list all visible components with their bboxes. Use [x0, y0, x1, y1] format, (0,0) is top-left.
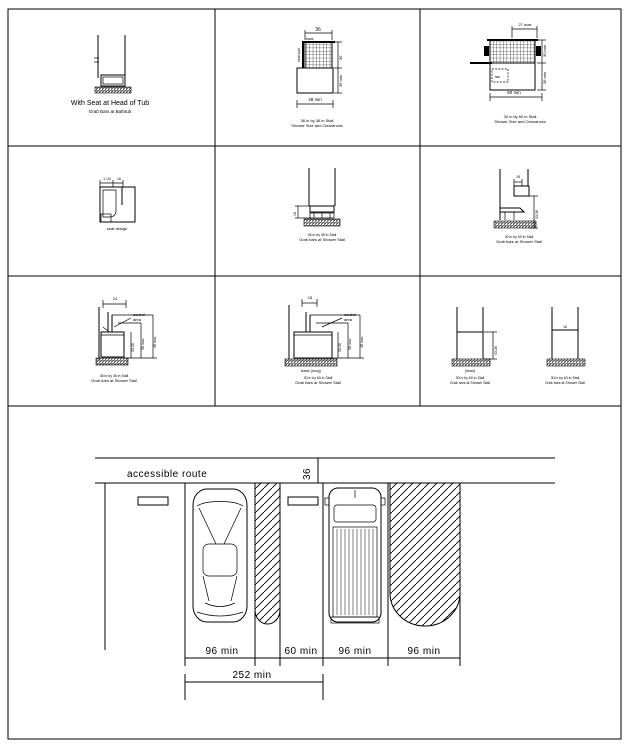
dim-total: 252 min [232, 670, 272, 681]
subcaption: Grab Bars at Bathtub [88, 109, 132, 114]
dim-access-aisle: 60 min [284, 646, 318, 657]
detail-shower-30x60-size [470, 22, 547, 124]
caption: 30 in by 60 in Stall [504, 235, 534, 239]
accessible-parking-plan [95, 458, 555, 700]
van-access-aisle-hatch [390, 483, 460, 626]
dim-right-upper: 30 min [542, 44, 547, 57]
subcaption: Grab bars at Shower Stall [295, 380, 341, 385]
floor-label: (head) [464, 369, 476, 373]
wall-label: back [306, 37, 314, 41]
dim-2: 38 max [348, 338, 352, 350]
dim-van-stall: 96 min [338, 646, 372, 657]
car-top-view [193, 489, 247, 622]
dim-b: 16 [117, 177, 121, 181]
caption: 36 in by 36 in Stall [99, 374, 129, 378]
dim-top: 27 max [518, 22, 532, 27]
side-label: seat wall [297, 48, 301, 62]
dim-3: 48 max [153, 336, 157, 348]
subcaption: Grab bars at Shower Stall [496, 239, 542, 244]
subcaption: Shower Size and Clearances [291, 123, 343, 128]
pavement-marker [138, 497, 168, 505]
detail-shower-seat-design [100, 177, 135, 231]
dim-right: 33-36 [494, 346, 498, 355]
control-area-label-1: control [344, 312, 357, 317]
detail-grab-bar-36x36-control [91, 296, 157, 383]
caption: 30 in by 60 in Stall [550, 376, 580, 380]
dim-top: 18 [516, 175, 520, 179]
van-top-view [325, 488, 385, 623]
dim-1: 33-36 [131, 343, 135, 352]
caption: With Seat at Head of Tub [70, 100, 150, 107]
subcaption: Grab bars at Shower Stall [91, 378, 137, 383]
control-area-label-2: area [133, 317, 142, 322]
dim-top: 18 [307, 295, 313, 300]
pavement-marker [288, 497, 318, 505]
route-width-dim: 36 [302, 467, 313, 480]
lav-label: lav [495, 74, 501, 79]
access-aisle-hatch [255, 483, 280, 624]
dim-top: 24 [112, 296, 118, 301]
control-area-label-1: control [133, 312, 146, 317]
dim-right-upper: 36 [338, 55, 343, 60]
caption: 36 in by 36 in Stall [307, 233, 337, 237]
dim-right-lower: 36 min [338, 74, 343, 87]
dim-right-lower: 36 min [542, 71, 547, 84]
subcaption: Shower Size and Clearances [494, 119, 546, 124]
detail-grab-bar-30x60-foot [545, 307, 585, 385]
caption: 30 in by 60 in Stall [303, 376, 333, 380]
caption: 30 in by 60 in Stall [455, 376, 485, 380]
dim-bottom: 60 min [507, 90, 521, 95]
dim-left: 18 [293, 212, 297, 216]
dim-car-stall: 96 min [205, 646, 239, 657]
route-label: accessible route [127, 469, 208, 480]
detail-tub-seat-at-head [71, 35, 149, 114]
detail-grab-bar-30x60-back [285, 295, 364, 385]
detail-grab-bar-30x60-end [494, 169, 542, 244]
floor-label: back (long) [301, 368, 321, 373]
subcaption: Grab bars at Shower Stall [449, 381, 491, 385]
dim-1: 33-36 [338, 343, 342, 352]
control-area-label-2: area [344, 317, 353, 322]
caption: seat design [106, 226, 128, 231]
subcaption: Grab bars at Shower Stall [544, 381, 586, 385]
detail-shower-36x36-size [291, 27, 343, 128]
detail-grab-bar-36x36-side [293, 168, 345, 242]
subcaption: Grab bars at Shower Stall [299, 237, 345, 242]
dim-top: 36 [315, 27, 321, 33]
total-dimension [185, 670, 323, 700]
dim-right: 33-36 [535, 210, 539, 219]
detail-grab-bar-30x60-head [450, 307, 498, 385]
dim-top: 18 [563, 325, 567, 329]
caption: 36 in by 36 in Stall [300, 118, 334, 123]
caption: 30 in by 60 in Stall [503, 114, 537, 119]
dim-a: 1 1/2 [103, 177, 111, 181]
dim-3: 48 max [360, 336, 364, 348]
dim-van-aisle: 96 min [407, 646, 441, 657]
dim-bottom: 48 min [308, 97, 322, 102]
dim-2: 38 max [141, 338, 145, 350]
